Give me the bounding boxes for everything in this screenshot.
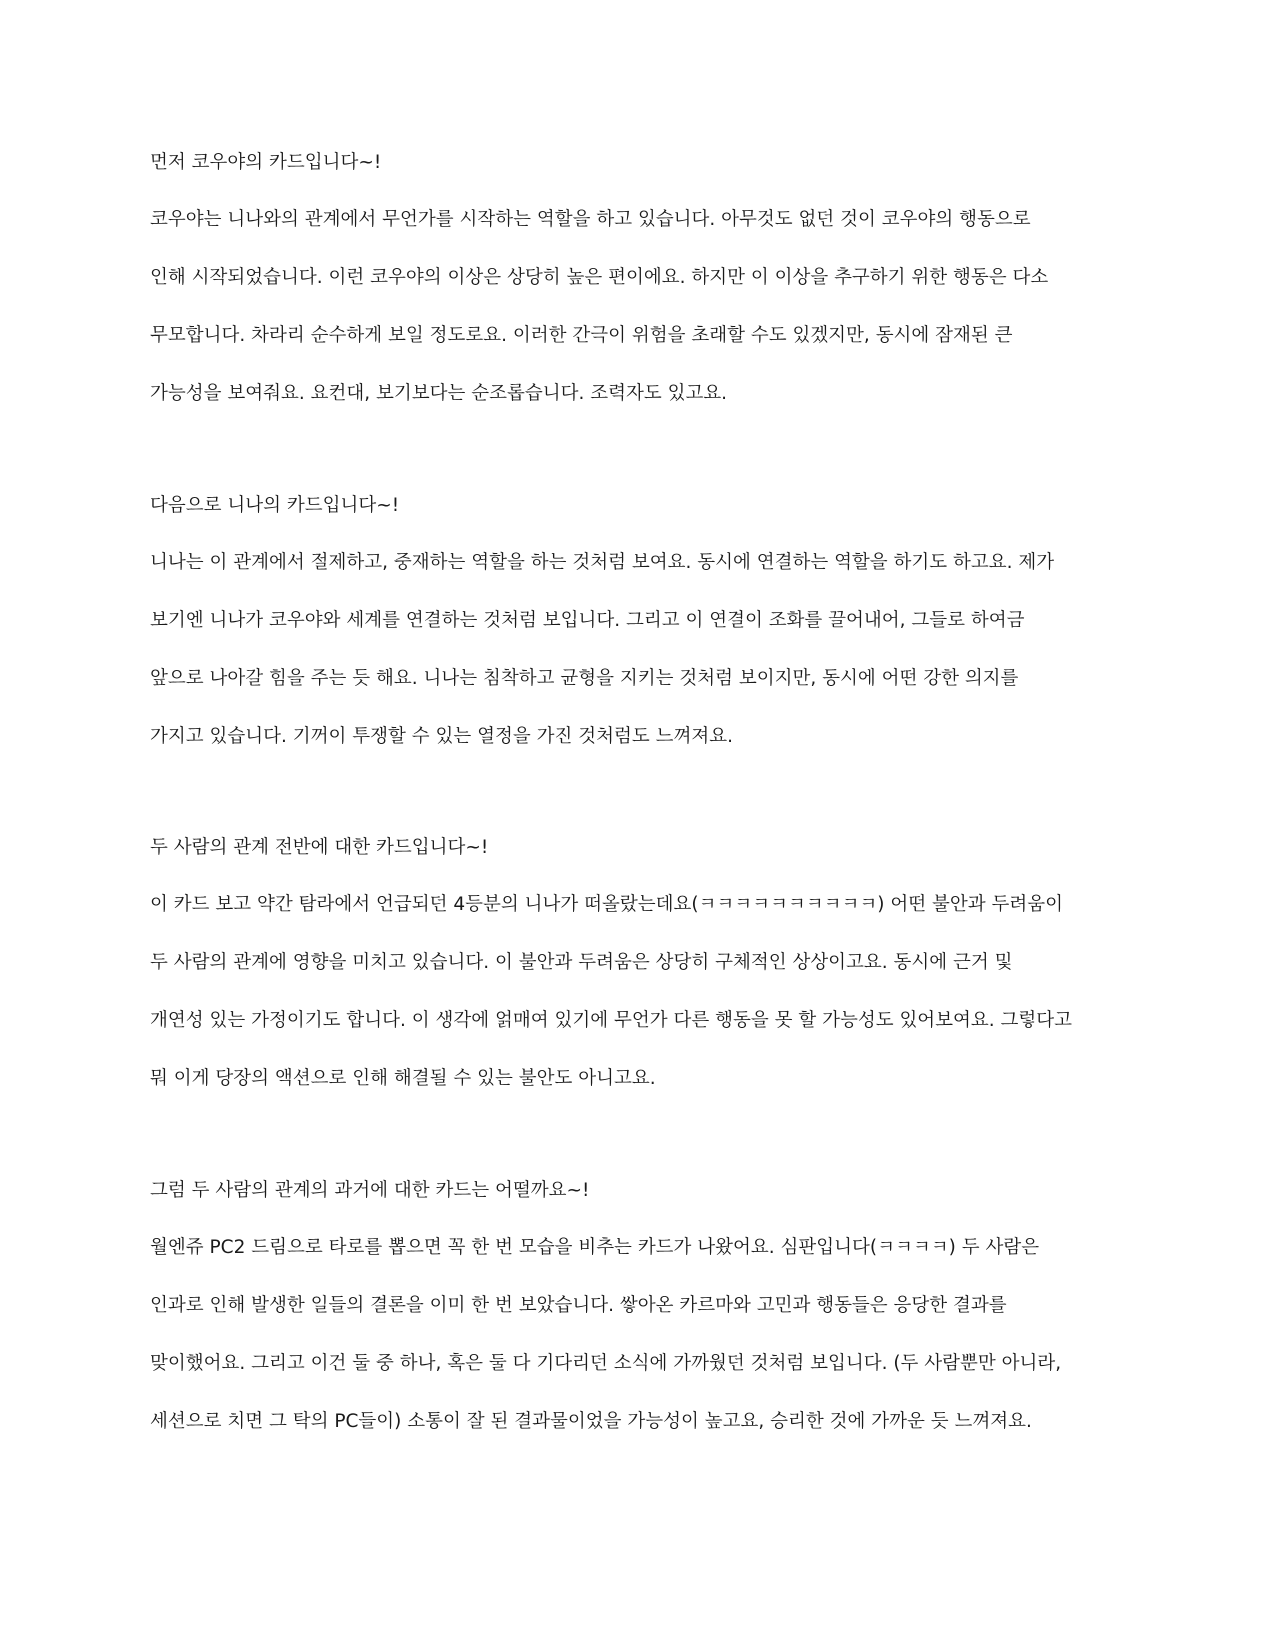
section-relationship-past-card — [150, 1180, 1130, 1433]
paragraph-line: 두 사람의 관계에 영향을 미치고 있습니다. 이 불안과 두려움은 상당히 구체적인 상상이고요. 동시에 근거 및 — [150, 952, 1013, 973]
section-nina-card — [150, 495, 1130, 748]
paragraph-line: 맞이했어요. 그리고 이건 둘 중 하나, 혹은 둘 다 기다리던 소식에 가까웠던 것처럼 보입니다. (두 사람뿐만 아니라, — [150, 1353, 1062, 1374]
paragraph-line: 인해 시작되었습니다. 이런 코우야의 이상은 상당히 높은 편이에요. 하지만 이 이상을 추구하기 위한 행동은 다소 — [150, 267, 1049, 288]
section-heading: 두 사람의 관계 전반에 대한 카드입니다~! — [150, 837, 489, 858]
section-relationship-overall-card — [150, 837, 1130, 1090]
paragraph-line: 세션으로 치면 그 탁의 PC들이) 소통이 잘 된 결과물이었을 가능성이 높고요, 승리한 것에 가까운 듯 느껴져요. — [150, 1411, 1032, 1432]
section-heading: 먼저 코우야의 카드입니다~! — [150, 152, 382, 173]
section-heading: 다음으로 니나의 카드입니다~! — [150, 495, 400, 516]
paragraph-line: 코우야는 니나와의 관계에서 무언가를 시작하는 역할을 하고 있습니다. 아무것도 없던 것이 코우야의 행동으로 — [150, 209, 1031, 230]
paragraph-line: 인과로 인해 발생한 일들의 결론을 이미 한 번 보았습니다. 쌓아온 카르마와 고민과 행동들은 응당한 결과를 — [150, 1295, 1007, 1316]
paragraph-line: 가능성을 보여줘요. 요컨대, 보기보다는 순조롭습니다. 조력자도 있고요. — [150, 383, 728, 404]
section-heading: 그럼 두 사람의 관계의 과거에 대한 카드는 어떨까요~! — [150, 1180, 590, 1201]
paragraph-line: 앞으로 나아갈 힘을 주는 듯 해요. 니나는 침착하고 균형을 지키는 것처럼 보이지만, 동시에 어떤 강한 의지를 — [150, 668, 1019, 689]
paragraph-line: 가지고 있습니다. 기꺼이 투쟁할 수 있는 열정을 가진 것처럼도 느껴져요. — [150, 726, 733, 747]
paragraph-line: 이 카드 보고 약간 탐라에서 언급되던 4등분의 니나가 떠올랐는데요(ㅋㅋㅋㅋㅋㅋㅋㅋㅋㅋ) 어떤 불안과 두려움이 — [150, 894, 1063, 915]
paragraph-line: 무모합니다. 차라리 순수하게 보일 정도로요. 이러한 간극이 위험을 초래할 수도 있겠지만, 동시에 잠재된 큰 — [150, 325, 1013, 346]
paragraph-line: 개연성 있는 가정이기도 합니다. 이 생각에 얽매여 있기에 무언가 다른 행동을 못 할 가능성도 있어보여요. 그렇다고 — [150, 1010, 1073, 1031]
paragraph-line: 월엔쥬 PC2 드림으로 타로를 뽑으면 꼭 한 번 모습을 비추는 카드가 나왔어요. 심판입니다(ㅋㅋㅋㅋ) 두 사람은 — [150, 1237, 1040, 1258]
section-kouya-card — [150, 152, 1130, 405]
paragraph-line: 뭐 이게 당장의 액션으로 인해 해결될 수 있는 불안도 아니고요. — [150, 1068, 656, 1089]
paragraph-line: 니나는 이 관계에서 절제하고, 중재하는 역할을 하는 것처럼 보여요. 동시에 연결하는 역할을 하기도 하고요. 제가 — [150, 552, 1055, 573]
paragraph-line: 보기엔 니나가 코우야와 세계를 연결하는 것처럼 보입니다. 그리고 이 연결이 조화를 끌어내어, 그들로 하여금 — [150, 610, 1025, 631]
